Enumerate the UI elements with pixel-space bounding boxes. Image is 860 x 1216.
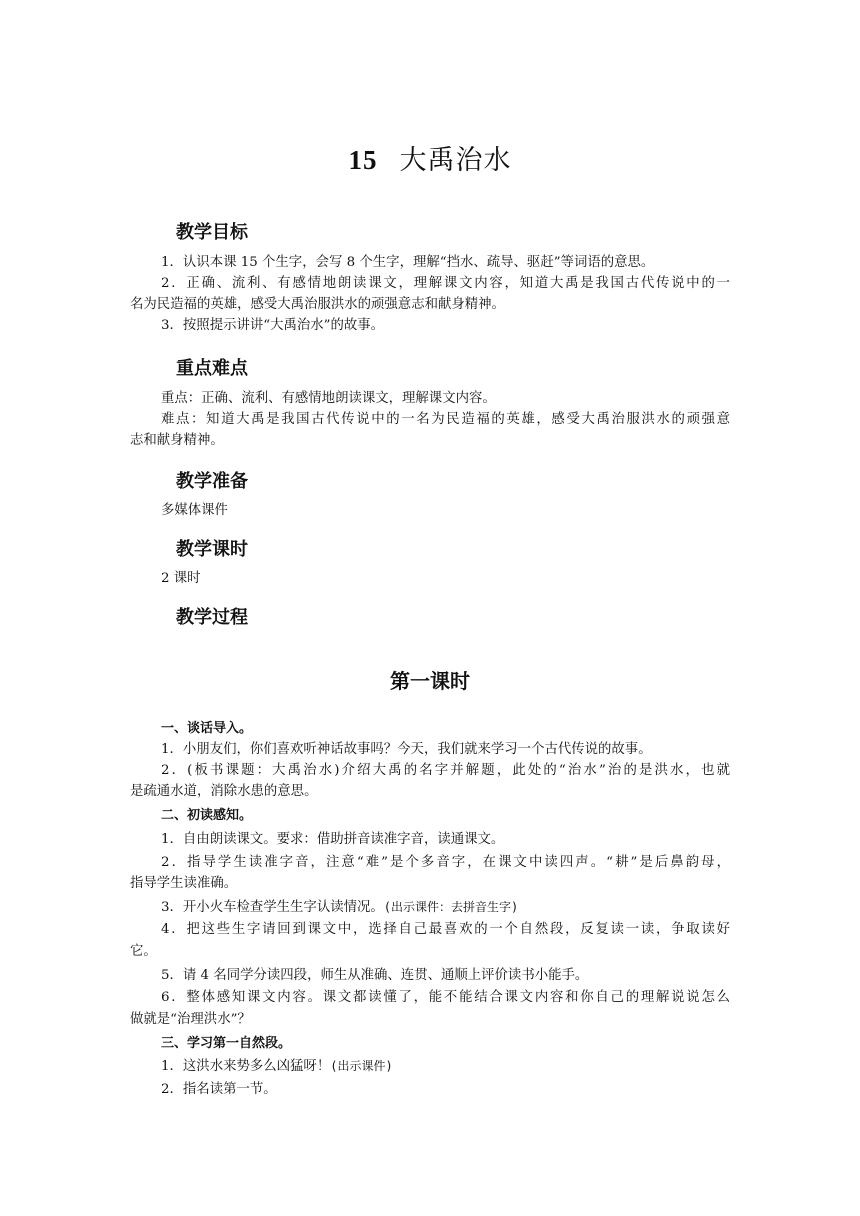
- heading-goals: 教学目标: [176, 222, 248, 243]
- section-line: 1．小朋友们，你们喜欢听神话故事吗？今天，我们就来学习一个古代传说的故事。: [161, 742, 652, 757]
- section-line: 2．(板书课题：大禹治水)介绍大禹的名字并解题，此处的“治水”治的是洪水，也就: [161, 763, 730, 778]
- courseware-note: (出示课件：去拼音生字): [383, 900, 519, 914]
- section-line: 1．自由朗读课文。要求：借助拼音读准字音，读通课文。: [161, 832, 505, 847]
- section-line: 做就是“治理洪水”？: [130, 1012, 251, 1027]
- keypoint-line: 难点：知道大禹是我国古代传说中的一名为民造福的英雄，感受大禹治服洪水的顽强意: [161, 412, 730, 427]
- section-heading: 二、初读感知。: [161, 808, 253, 823]
- page-title: [0, 138, 860, 177]
- section-line: 指导学生读准确。: [130, 876, 238, 891]
- section-heading: 三、学习第一自然段。: [161, 1036, 292, 1051]
- heading-keypoints: 重点难点: [176, 358, 248, 379]
- section-line: 它。: [130, 944, 157, 959]
- section-line: 2．指名读第一节。: [161, 1082, 277, 1097]
- goal-line: 1．认识本课 15 个生字，会写 8 个生字，理解“挡水、疏导、驱赶”等词语的意思。: [161, 255, 655, 270]
- goal-line: 2．正确、流利、有感情地朗读课文，理解课文内容，知道大禹是我国古代传说中的一: [161, 276, 730, 291]
- lesson-period-title: 第一课时: [390, 669, 470, 693]
- heading-prep: 教学准备: [176, 471, 248, 492]
- lesson-number: 15: [348, 145, 378, 175]
- lesson-title: 大禹治水: [399, 145, 512, 176]
- section-line: [161, 1056, 393, 1077]
- section-line: 6．整体感知课文内容。课文都读懂了，能不能结合课文内容和你自己的理解说说怎么: [161, 990, 730, 1005]
- goal-line: 名为民造福的英雄，感受大禹治服洪水的顽强意志和献身精神。: [130, 297, 505, 312]
- periods-text: 2 课时: [161, 571, 201, 586]
- heading-periods: 教学课时: [176, 539, 248, 560]
- goal-line: 3．按照提示讲讲“大禹治水”的故事。: [161, 318, 385, 333]
- section-line: 2．指导学生读准字音，注意“难”是个多音字，在课文中读四声。“耕”是后鼻韵母，: [161, 855, 730, 870]
- section-line: 5．请 4 名同学分读四段，师生从准确、连贯、通顺上评价读书小能手。: [161, 968, 589, 983]
- section-line: 4．把这些生字请回到课文中，选择自己最喜欢的一个自然段，反复读一读，争取读好: [161, 922, 730, 937]
- keypoint-line: 重点：正确、流利、有感情地朗读课文，理解课文内容。: [161, 391, 496, 406]
- section-line-text: 1．这洪水来势多么凶猛呀！: [161, 1059, 331, 1074]
- section-heading: 一、谈话导入。: [161, 721, 253, 736]
- keypoint-line: 志和献身精神。: [130, 433, 224, 448]
- section-line-text: 3．开小火车检查学生生字认读情况。: [161, 900, 384, 915]
- section-line: 是疏通水道，消除水患的意思。: [130, 784, 318, 799]
- courseware-note: (出示课件): [330, 1059, 393, 1073]
- prep-text: 多媒体课件: [161, 503, 228, 518]
- heading-process: 教学过程: [176, 607, 248, 628]
- section-line: [161, 897, 518, 918]
